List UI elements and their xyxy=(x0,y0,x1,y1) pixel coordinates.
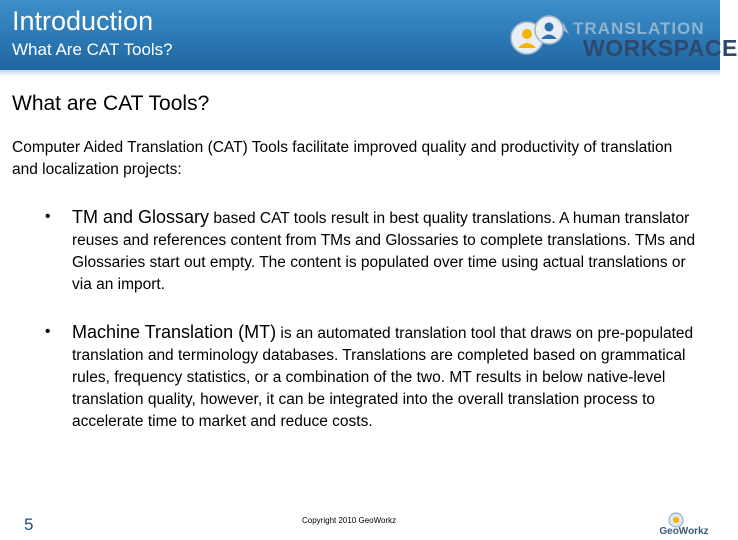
bullet-marker: • xyxy=(45,323,51,340)
logo-text-translation: TRANSLATION xyxy=(573,19,705,38)
bullet-tm-glossary xyxy=(45,206,698,296)
bullet-text: is an automated translation tool that draws on pre-populated translation and terminology databases. Translations are completed based on grammatical rules, frequency statistics, or a combination of the two. MT results in below native-level translation quality, however, it can be integrated into the overall translation process to accelerate time to market and reduce costs. xyxy=(72,325,694,430)
geoworkz-logo-text: GeoWorkz xyxy=(659,526,709,537)
page-number: 5 xyxy=(24,515,34,534)
copyright-notice: Copyright 2010 GeoWorkz xyxy=(302,516,397,525)
people-icon xyxy=(505,8,575,66)
bullet-marker: • xyxy=(45,208,51,225)
bullet-lead: Machine Translation (MT) xyxy=(72,322,277,342)
section-heading: What are CAT Tools? xyxy=(12,92,210,115)
bullet-lead: TM and Glossary xyxy=(72,207,210,227)
logo-text-workspace: WORKSPACE xyxy=(583,35,738,61)
geoworkz-logo xyxy=(652,510,716,538)
slide-subtitle: What Are CAT Tools? xyxy=(12,40,173,59)
translation-workspace-logo xyxy=(505,8,738,66)
intro-paragraph: Computer Aided Translation (CAT) Tools facilitate improved quality and productivity of translation and localization projects: xyxy=(12,139,673,178)
bullet-text: based CAT tools result in best quality translations. A human translator reuses and references content from TMs and Glossaries to complete translations. TMs and Glossaries start out empty. The content is populated over time using actual translations or via an import. xyxy=(72,210,696,293)
slide-title: Introduction xyxy=(12,6,154,36)
bullet-machine-translation xyxy=(45,321,698,433)
header-divider xyxy=(0,70,720,76)
